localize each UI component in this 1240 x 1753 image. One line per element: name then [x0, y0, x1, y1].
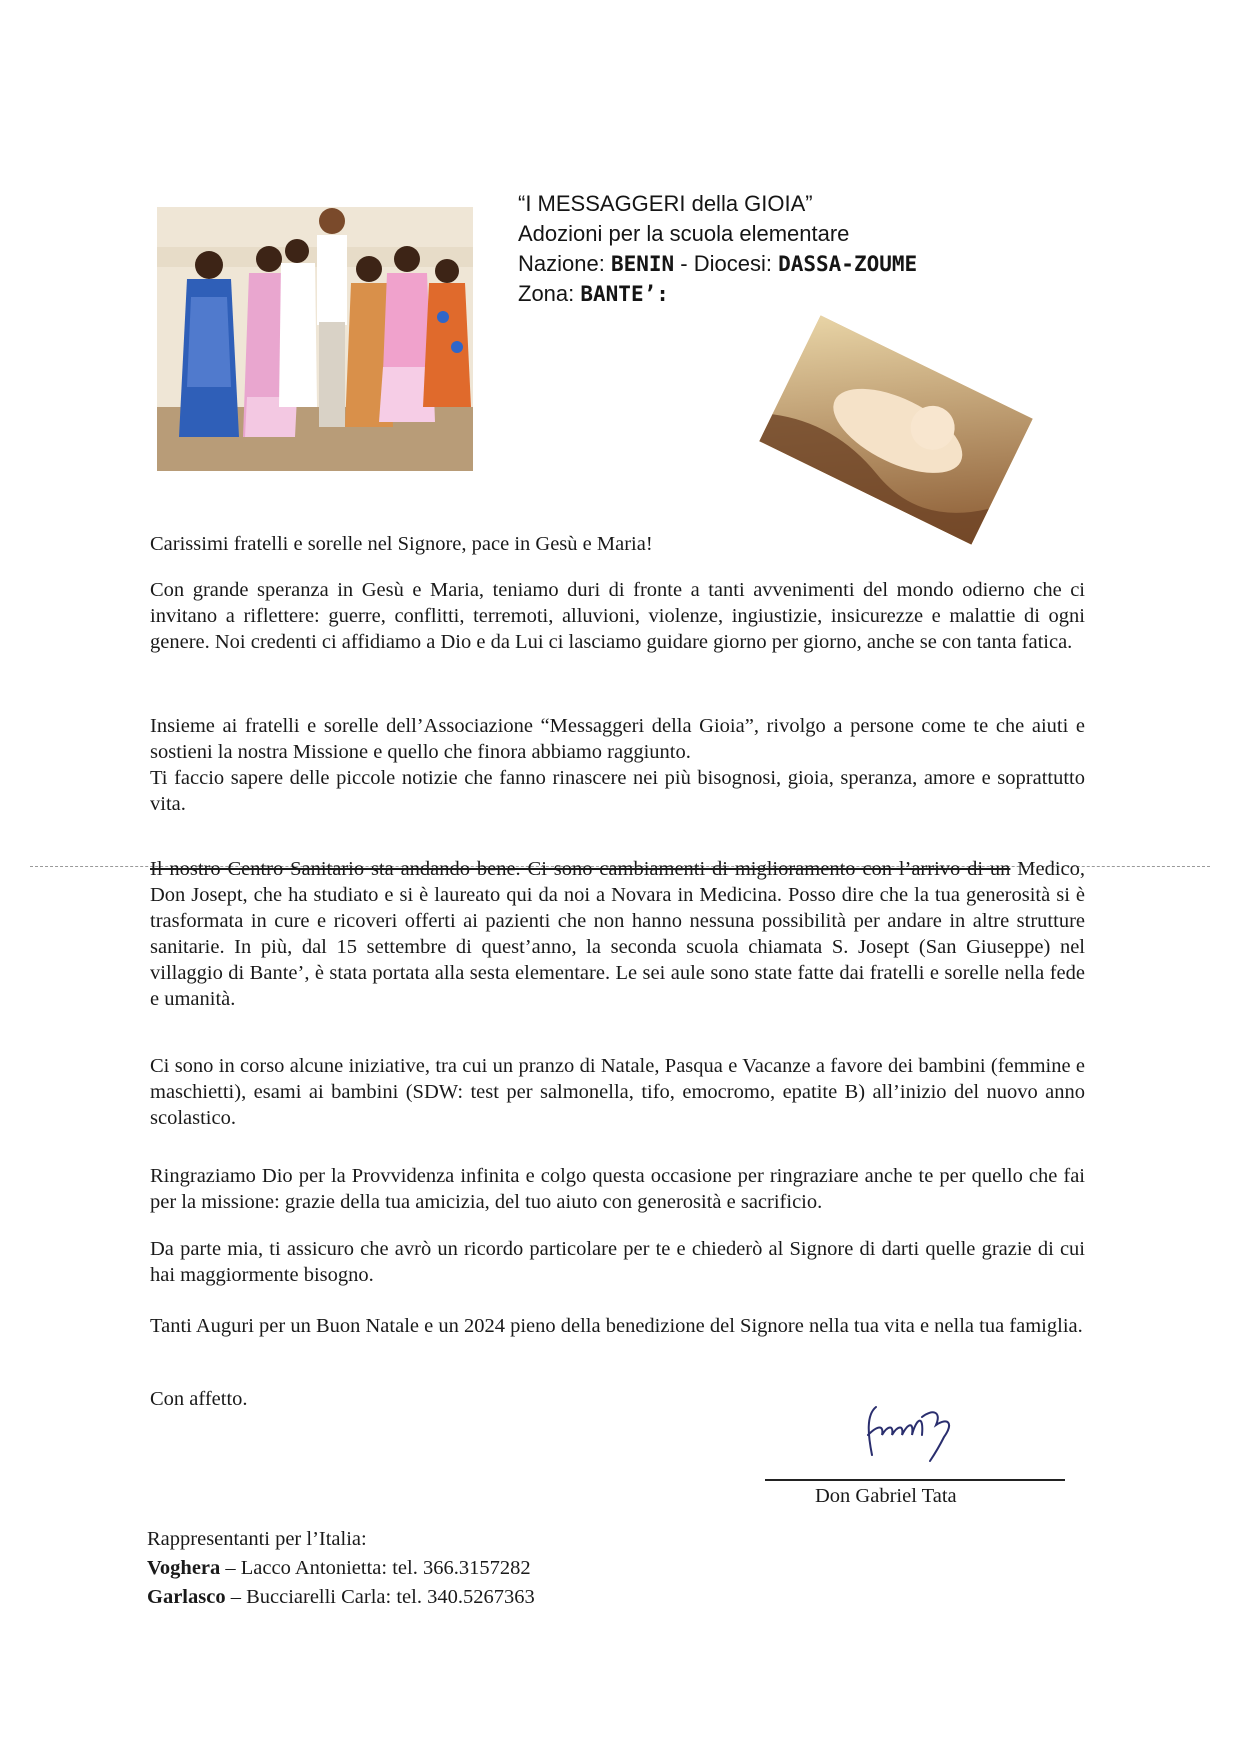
closing-text: Con affetto.	[150, 1388, 248, 1410]
paragraph-1-text: Con grande speranza in Gesù e Maria, teniamo duri di fronte a tanti avvenimenti del mondo odierno che ci invitano a riflettere: guerre, conflitti, terremoti, alluvioni, violenze, ingiustizie, insicurezze e malattie di ogni genere. Noi credenti ci affidiamo a Dio e da Lui ci lasciamo guidare giorno per giorno, anche se con tanta fatica.	[150, 579, 1085, 653]
representative-city: Garlasco	[147, 1586, 226, 1608]
paragraph-6	[150, 1236, 1085, 1288]
paragraph-3-rest: Medico, Don Josept, che ha studiato e si è laureato qui da noi a Novara in Medicina. Posso dire che la tua generosità si è trasformata in cure e ricoveri offerti ai pazienti che non hanno nessuna possibilità per andare in altre strutture sanitarie. In più, dal 15 settembre di quest’anno, la seconda scuola chiamata S. Josept (San Giuseppe) nel villaggio di Bante’, è stata portata alla sesta elementare. Le sei aule sono state fatte dai fratelli e sorelle nella fede e umanità.	[150, 858, 1085, 1010]
paragraph-2b-text: Ti faccio sapere delle piccole notizie che fanno rinascere nei più bisognosi, gioia, speranza, amore e soprattutto vita.	[150, 767, 1085, 815]
program-subtitle: Adozioni per la scuola elementare	[518, 221, 850, 246]
paragraph-5-text: Ringraziamo Dio per la Provvidenza infinita e colgo questa occasione per ringraziare anche te per quello che fai per la missione: grazie della tua amicizia, del tuo aiuto con generosità e sacrificio.	[150, 1165, 1085, 1213]
zone-label: Zona:	[518, 281, 581, 306]
paragraph-1	[150, 577, 1085, 655]
paragraph-4	[150, 1053, 1085, 1131]
group-of-children-photo	[157, 207, 473, 471]
association-title: “I MESSAGGERI della GIOIA”	[518, 191, 813, 216]
paragraph-3	[150, 856, 1085, 1012]
representative-city: Voghera	[147, 1557, 221, 1579]
group-photo-illustration	[157, 207, 473, 471]
paragraph-7	[150, 1313, 1085, 1339]
nation-value: BENIN	[610, 252, 675, 276]
nation-label: Nazione:	[518, 251, 611, 276]
paragraph-7-text: Tanti Auguri per un Buon Natale e un 2024 pieno della benedizione del Signore nella tua vita e nella tua famiglia.	[150, 1315, 1083, 1337]
zone-value: BANTE’:	[580, 282, 669, 306]
signature-line	[765, 1479, 1065, 1481]
zone-line	[518, 279, 917, 309]
paragraph-6-text: Da parte mia, ti assicuro che avrò un ricordo particolare per te e chiederò al Signore di darti quelle grazie di cui hai maggiormente bisogno.	[150, 1238, 1085, 1286]
representative-contact: – Bucciarelli Carla: tel. 340.5267363	[225, 1586, 535, 1608]
paragraph-2	[150, 713, 1085, 817]
diocese-label: - Diocesi:	[674, 251, 779, 276]
greeting	[150, 531, 1085, 557]
representatives-heading: Rappresentanti per l’Italia:	[147, 1528, 367, 1550]
baby-in-manger-photo	[759, 315, 1032, 544]
representative-row	[147, 1583, 535, 1612]
paragraph-4-text: Ci sono in corso alcune iniziative, tra cui un pranzo di Natale, Pasqua e Vacanze a favore dei bambini (femmine e maschietti), esami ai bambini (SDW: test per salmonella, tifo, emocromo, epatite B) all’inizio del nuovo anno scolastico.	[150, 1055, 1085, 1129]
representative-row	[147, 1554, 535, 1583]
greeting-text: Carissimi fratelli e sorelle nel Signore, pace in Gesù e Maria!	[150, 533, 653, 555]
signatory-name: Don Gabriel Tata	[815, 1485, 957, 1507]
baby-photo-illustration	[759, 315, 1032, 544]
handwritten-signature	[858, 1395, 968, 1465]
representatives	[147, 1525, 535, 1612]
paragraph-3-text	[150, 856, 1085, 1012]
letter-header	[518, 189, 917, 309]
paragraph-5	[150, 1163, 1085, 1215]
diocese-value: DASSA-ZOUME	[778, 252, 918, 276]
struck-text: Il nostro Centro Sanitario sta andando bene. Ci sono cambiamenti di miglioramento con l’arrivo di un	[150, 858, 1011, 880]
paragraph-2a-text: Insieme ai fratelli e sorelle dell’Associazione “Messaggeri della Gioia”, rivolgo a persone come te che aiuti e sostieni la nostra Missione e quello che finora abbiamo raggiunto.	[150, 715, 1085, 763]
nation-diocese-line	[518, 249, 917, 279]
representative-contact: – Lacco Antonietta: tel. 366.3157282	[220, 1557, 531, 1579]
